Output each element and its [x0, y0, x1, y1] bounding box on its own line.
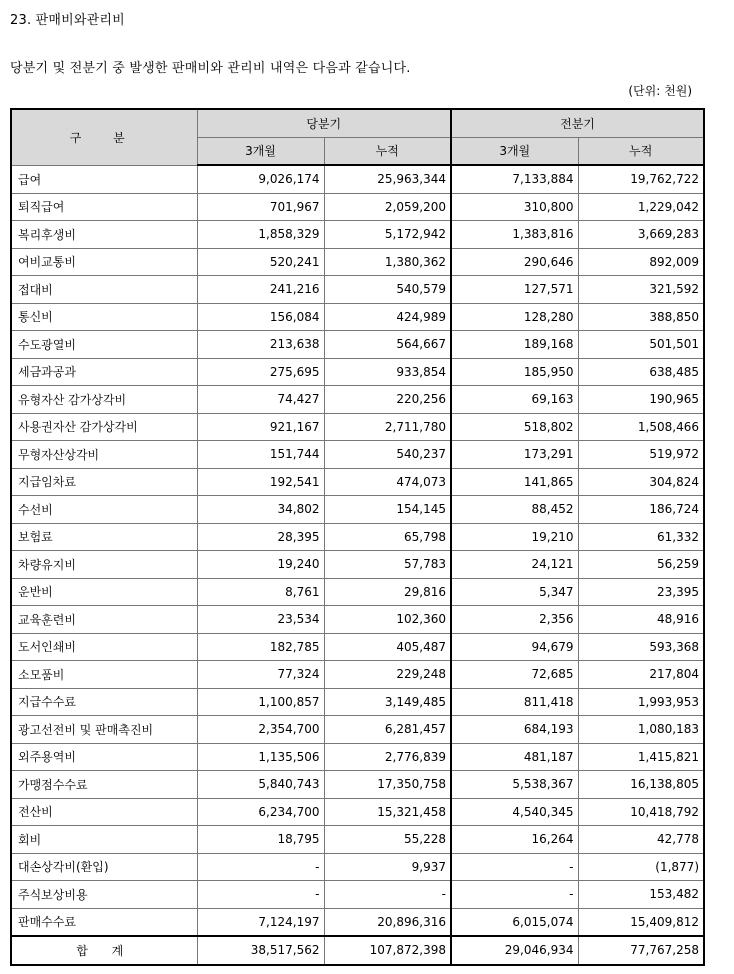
prior-3m-value: 173,291 — [451, 441, 578, 469]
prior-3m-value: 185,950 — [451, 358, 578, 386]
row-label: 사용권자산 감가상각비 — [11, 413, 197, 441]
table-row — [11, 853, 704, 881]
row-label: 복리후생비 — [11, 221, 197, 249]
prior-3m-value: 88,452 — [451, 496, 578, 524]
current-3m-value: 19,240 — [197, 551, 324, 579]
row-label: 가맹점수수료 — [11, 771, 197, 799]
prior-cumulative-value: 15,409,812 — [578, 908, 704, 936]
prior-period-header: 전분기 — [451, 109, 704, 137]
prior-3m-value: 72,685 — [451, 661, 578, 689]
prior-3m-value: 128,280 — [451, 303, 578, 331]
current-3m-value: 520,241 — [197, 248, 324, 276]
row-label: 차량유지비 — [11, 551, 197, 579]
current-cumulative-value: 102,360 — [324, 606, 451, 634]
row-label: 무형자산상각비 — [11, 441, 197, 469]
category-header: 구 분 — [11, 109, 197, 165]
row-label: 교육훈련비 — [11, 606, 197, 634]
table-row — [11, 743, 704, 771]
total-current-3m-value: 38,517,562 — [197, 936, 324, 965]
prior-cumulative-value: 638,485 — [578, 358, 704, 386]
current-3m-value: 1,135,506 — [197, 743, 324, 771]
current-cumulative-value: 29,816 — [324, 578, 451, 606]
row-label: 지급수수료 — [11, 688, 197, 716]
row-label: 도서인쇄비 — [11, 633, 197, 661]
prior-3m-value: 684,193 — [451, 716, 578, 744]
table-body — [11, 165, 704, 965]
table-row — [11, 688, 704, 716]
current-cumulative-value: 2,776,839 — [324, 743, 451, 771]
table-row — [11, 165, 704, 193]
current-cumulative-value: 154,145 — [324, 496, 451, 524]
table-row — [11, 193, 704, 221]
row-label: 여비교통비 — [11, 248, 197, 276]
table-row — [11, 606, 704, 634]
current-cumulative-value: 3,149,485 — [324, 688, 451, 716]
table-row — [11, 826, 704, 854]
table-row — [11, 276, 704, 304]
prior-3m-value: 94,679 — [451, 633, 578, 661]
prior-cumulative-value: 892,009 — [578, 248, 704, 276]
table-row — [11, 523, 704, 551]
current-3m-value: 34,802 — [197, 496, 324, 524]
row-label: 판매수수료 — [11, 908, 197, 936]
current-3m-value: - — [197, 881, 324, 909]
prior-3m-value: 141,865 — [451, 468, 578, 496]
prior-3m-value: 5,538,367 — [451, 771, 578, 799]
current-3m-value: 74,427 — [197, 386, 324, 414]
prior-3m-value: 127,571 — [451, 276, 578, 304]
current-cumulative-value: 2,059,200 — [324, 193, 451, 221]
row-label: 퇴직급여 — [11, 193, 197, 221]
table-row — [11, 413, 704, 441]
header-row-top — [11, 109, 704, 137]
total-row-label: 합 계 — [11, 936, 197, 965]
current-cumulative-value: 5,172,942 — [324, 221, 451, 249]
prior-3m-value: 69,163 — [451, 386, 578, 414]
prior-cumulative-value: 1,415,821 — [578, 743, 704, 771]
prior-cumulative-value: 501,501 — [578, 331, 704, 359]
current-cumulative-value: 57,783 — [324, 551, 451, 579]
row-label: 보험료 — [11, 523, 197, 551]
row-label: 통신비 — [11, 303, 197, 331]
table-row — [11, 303, 704, 331]
current-cumulative-value: 474,073 — [324, 468, 451, 496]
prior-cumulative-value: 23,395 — [578, 578, 704, 606]
prior-3m-value: 6,015,074 — [451, 908, 578, 936]
row-label: 광고선전비 및 판매촉진비 — [11, 716, 197, 744]
current-cumulative-value: 1,380,362 — [324, 248, 451, 276]
current-cumulative-value: 17,350,758 — [324, 771, 451, 799]
row-label: 유형자산 감가상각비 — [11, 386, 197, 414]
current-cumulative-value: 405,487 — [324, 633, 451, 661]
prior-cumulative-value: 42,778 — [578, 826, 704, 854]
prior-3m-value: 189,168 — [451, 331, 578, 359]
section-title: 23. 판매비와관리비 — [10, 13, 125, 28]
prior-3m-value: 16,264 — [451, 826, 578, 854]
prior-3m-value: 19,210 — [451, 523, 578, 551]
prior-cumulative-value: 19,762,722 — [578, 165, 704, 193]
current-3m-value: 213,638 — [197, 331, 324, 359]
current-3m-value: 28,395 — [197, 523, 324, 551]
prior-cumulative-value: 153,482 — [578, 881, 704, 909]
row-label: 대손상각비(환입) — [11, 853, 197, 881]
prior-cumulative-value: 1,229,042 — [578, 193, 704, 221]
current-3m-value: 921,167 — [197, 413, 324, 441]
table-row — [11, 358, 704, 386]
current-3m-value: 182,785 — [197, 633, 324, 661]
table-row — [11, 716, 704, 744]
prior-cumulative-header: 누적 — [578, 137, 704, 165]
current-cumulative-value: 933,854 — [324, 358, 451, 386]
intro-text: 당분기 및 전분기 중 발생한 판매비와 관리비 내역은 다음과 같습니다. — [10, 61, 411, 76]
current-3m-value: 1,858,329 — [197, 221, 324, 249]
current-3m-value: 8,761 — [197, 578, 324, 606]
current-3m-value: 156,084 — [197, 303, 324, 331]
prior-3m-value: - — [451, 853, 578, 881]
total-prior-cumulative-value: 77,767,258 — [578, 936, 704, 965]
current-cumulative-header: 누적 — [324, 137, 451, 165]
table-row — [11, 633, 704, 661]
current-cumulative-value: 2,711,780 — [324, 413, 451, 441]
row-label: 회비 — [11, 826, 197, 854]
prior-3m-header: 3개월 — [451, 137, 578, 165]
current-3m-value: 241,216 — [197, 276, 324, 304]
prior-cumulative-value: 1,993,953 — [578, 688, 704, 716]
current-cumulative-value: 55,228 — [324, 826, 451, 854]
row-label: 세금과공과 — [11, 358, 197, 386]
table-row — [11, 441, 704, 469]
table-row — [11, 551, 704, 579]
prior-cumulative-value: 1,508,466 — [578, 413, 704, 441]
row-label: 수선비 — [11, 496, 197, 524]
current-3m-value: 701,967 — [197, 193, 324, 221]
row-label: 급여 — [11, 165, 197, 193]
current-3m-value: 5,840,743 — [197, 771, 324, 799]
table-row — [11, 468, 704, 496]
table-row — [11, 881, 704, 909]
current-cumulative-value: 220,256 — [324, 386, 451, 414]
prior-cumulative-value: 217,804 — [578, 661, 704, 689]
current-cumulative-value: - — [324, 881, 451, 909]
table-row — [11, 496, 704, 524]
current-cumulative-value: 9,937 — [324, 853, 451, 881]
prior-3m-value: 24,121 — [451, 551, 578, 579]
prior-cumulative-value: 48,916 — [578, 606, 704, 634]
prior-3m-value: 481,187 — [451, 743, 578, 771]
prior-cumulative-value: 10,418,792 — [578, 798, 704, 826]
table-row — [11, 221, 704, 249]
row-label: 전산비 — [11, 798, 197, 826]
current-3m-value: 77,324 — [197, 661, 324, 689]
current-cumulative-value: 424,989 — [324, 303, 451, 331]
table-row — [11, 578, 704, 606]
table-row — [11, 771, 704, 799]
prior-cumulative-value: 56,259 — [578, 551, 704, 579]
prior-cumulative-value: 61,332 — [578, 523, 704, 551]
total-row — [11, 936, 704, 965]
prior-3m-value: 1,383,816 — [451, 221, 578, 249]
current-cumulative-value: 540,579 — [324, 276, 451, 304]
prior-cumulative-value: 3,669,283 — [578, 221, 704, 249]
row-label: 소모품비 — [11, 661, 197, 689]
current-cumulative-value: 564,667 — [324, 331, 451, 359]
current-3m-header: 3개월 — [197, 137, 324, 165]
current-cumulative-value: 15,321,458 — [324, 798, 451, 826]
current-cumulative-value: 229,248 — [324, 661, 451, 689]
prior-3m-value: 811,418 — [451, 688, 578, 716]
prior-cumulative-value: 16,138,805 — [578, 771, 704, 799]
prior-3m-value: - — [451, 881, 578, 909]
table-row — [11, 908, 704, 936]
total-current-cumulative-value: 107,872,398 — [324, 936, 451, 965]
current-cumulative-value: 65,798 — [324, 523, 451, 551]
prior-cumulative-value: 190,965 — [578, 386, 704, 414]
current-3m-value: 2,354,700 — [197, 716, 324, 744]
row-label: 외주용역비 — [11, 743, 197, 771]
current-3m-value: 9,026,174 — [197, 165, 324, 193]
current-3m-value: 18,795 — [197, 826, 324, 854]
row-label: 접대비 — [11, 276, 197, 304]
table-row — [11, 386, 704, 414]
table-row — [11, 248, 704, 276]
current-3m-value: 1,100,857 — [197, 688, 324, 716]
current-cumulative-value: 25,963,344 — [324, 165, 451, 193]
current-period-header: 당분기 — [197, 109, 451, 137]
row-label: 지급임차료 — [11, 468, 197, 496]
prior-3m-value: 310,800 — [451, 193, 578, 221]
prior-cumulative-value: 593,368 — [578, 633, 704, 661]
current-3m-value: 275,695 — [197, 358, 324, 386]
expenses-table — [10, 108, 705, 966]
prior-3m-value: 5,347 — [451, 578, 578, 606]
prior-cumulative-value: 321,592 — [578, 276, 704, 304]
row-label: 수도광열비 — [11, 331, 197, 359]
prior-cumulative-value: 304,824 — [578, 468, 704, 496]
current-cumulative-value: 6,281,457 — [324, 716, 451, 744]
prior-3m-value: 7,133,884 — [451, 165, 578, 193]
current-3m-value: 151,744 — [197, 441, 324, 469]
prior-cumulative-value: 519,972 — [578, 441, 704, 469]
total-prior-3m-value: 29,046,934 — [451, 936, 578, 965]
prior-3m-value: 518,802 — [451, 413, 578, 441]
prior-3m-value: 4,540,345 — [451, 798, 578, 826]
table-row — [11, 798, 704, 826]
current-3m-value: 7,124,197 — [197, 908, 324, 936]
current-3m-value: - — [197, 853, 324, 881]
prior-3m-value: 2,356 — [451, 606, 578, 634]
row-label: 운반비 — [11, 578, 197, 606]
row-label: 주식보상비용 — [11, 881, 197, 909]
current-cumulative-value: 540,237 — [324, 441, 451, 469]
unit-note: (단위: 천원) — [628, 84, 692, 98]
prior-cumulative-value: 388,850 — [578, 303, 704, 331]
prior-cumulative-value: 186,724 — [578, 496, 704, 524]
prior-cumulative-value: (1,877) — [578, 853, 704, 881]
prior-3m-value: 290,646 — [451, 248, 578, 276]
current-3m-value: 192,541 — [197, 468, 324, 496]
current-3m-value: 23,534 — [197, 606, 324, 634]
current-cumulative-value: 20,896,316 — [324, 908, 451, 936]
prior-cumulative-value: 1,080,183 — [578, 716, 704, 744]
current-3m-value: 6,234,700 — [197, 798, 324, 826]
table-row — [11, 661, 704, 689]
table-row — [11, 331, 704, 359]
